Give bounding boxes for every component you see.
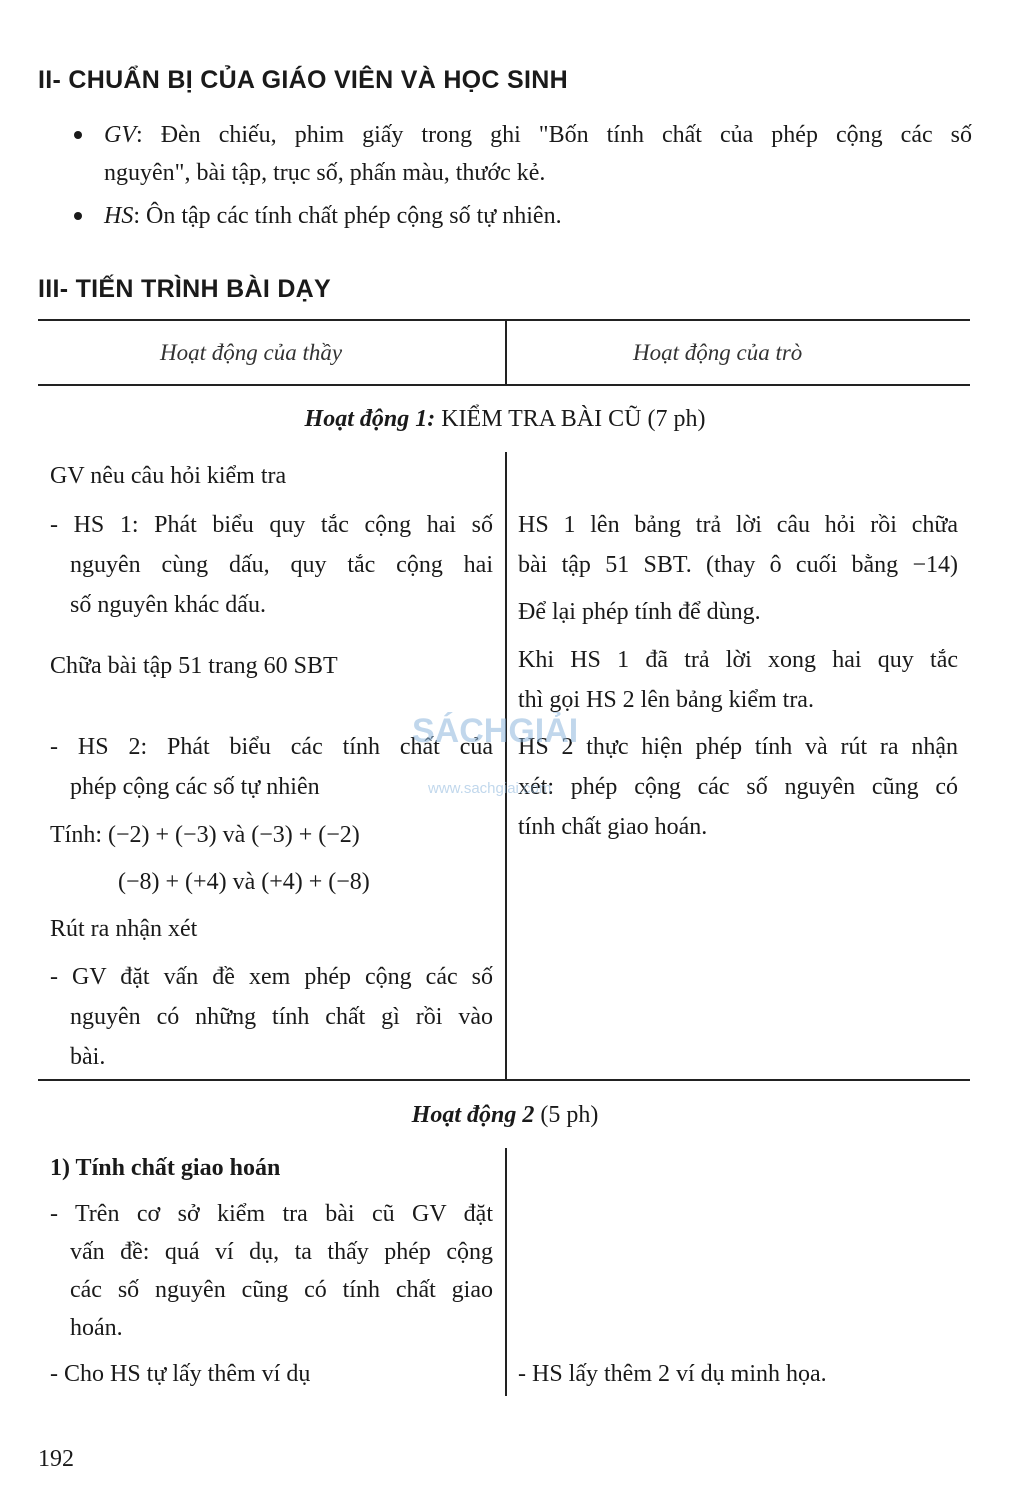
teacher-text: bài. [70, 1044, 106, 1070]
teacher-text: - Cho HS tự lấy thêm ví dụ [50, 1361, 311, 1387]
student-text: HS 1 lên bảng trả lời câu hỏi rồi chữa [518, 512, 958, 538]
teacher-text: hoán. [70, 1315, 123, 1341]
teacher-text: - HS 2: Phát biểu các tính chất của [50, 734, 493, 760]
student-text: Khi HS 1 đã trả lời xong hai quy tắc [518, 647, 958, 673]
teacher-text: các số nguyên cũng có tính chất giao [70, 1277, 493, 1303]
hs-text: : Ôn tập các tính chất phép cộng số tự nhiên. [133, 203, 562, 229]
student-text: Để lại phép tính để dùng. [518, 599, 761, 625]
teacher-math: Tính: (−2) + (−3) và (−3) + (−2) [50, 822, 360, 848]
student-text: - HS lấy thêm 2 ví dụ minh họa. [518, 1361, 827, 1387]
gv-preparation-line1 [104, 115, 972, 155]
section-heading-preparation: II- CHUẨN BỊ CỦA GIÁO VIÊN VÀ HỌC SINH [38, 66, 568, 94]
bullet-dot [74, 212, 82, 220]
hs-label: HS [104, 203, 134, 229]
student-text: thì gọi HS 2 lên bảng kiểm tra. [518, 687, 814, 713]
watermark-logo: SÁCHGIẢI [412, 712, 579, 750]
activity1-bottom-border [38, 1079, 970, 1081]
activity1-title [0, 406, 1010, 433]
hs-preparation-line [104, 196, 562, 236]
teacher-math: (−8) + (+4) và (+4) + (−8) [118, 869, 370, 895]
teacher-text: vấn đề: quá ví dụ, ta thấy phép cộng [70, 1239, 493, 1265]
activity1-title-text: KIỂM TRA BÀI CŨ (7 ph) [435, 406, 706, 432]
activity1-label: Hoạt động 1: [304, 406, 436, 432]
gv-label: GV [104, 122, 136, 148]
teacher-text: số nguyên khác dấu. [70, 592, 266, 618]
student-text: bài tập 51 SBT. (thay ô cuối bằng −14) [518, 552, 958, 578]
teacher-text: - GV đặt vấn đề xem phép cộng các số [50, 964, 493, 990]
commutative-property-heading: 1) Tính chất giao hoán [50, 1155, 281, 1181]
table-top-border [38, 319, 970, 321]
student-text: HS 2 thực hiện phép tính và rút ra nhận [518, 734, 958, 760]
activity2-title-text: (5 ph) [534, 1102, 599, 1128]
teacher-text: GV nêu câu hỏi kiểm tra [50, 463, 287, 489]
teacher-text: Rút ra nhận xét [50, 916, 198, 942]
page-number: 192 [38, 1446, 74, 1472]
teacher-text: nguyên cùng dấu, quy tắc cộng hai [70, 552, 493, 578]
teacher-text: phép cộng các số tự nhiên [70, 774, 320, 800]
column-header-student: Hoạt động của trò [633, 340, 803, 365]
table-header-divider [505, 319, 507, 385]
table-header-border [38, 384, 970, 386]
activity2-label: Hoạt động 2 [411, 1102, 535, 1128]
watermark-url: www.sachgiai.com [428, 780, 552, 797]
gv-preparation-line2: nguyên", bài tập, trục số, phấn màu, thước kẻ. [104, 160, 546, 186]
teacher-text: - Trên cơ sở kiểm tra bài cũ GV đặt [50, 1201, 493, 1227]
teacher-text: nguyên có những tính chất gì rồi vào [70, 1004, 493, 1030]
column-header-teacher: Hoạt động của thầy [160, 340, 343, 365]
student-text: tính chất giao hoán. [518, 814, 708, 840]
section-heading-lesson-process: III- TIẾN TRÌNH BÀI DẠY [38, 275, 332, 303]
teacher-text: - HS 1: Phát biểu quy tắc cộng hai số [50, 512, 493, 538]
activity1-column-divider [505, 452, 507, 1080]
student-text: xét: phép cộng các số nguyên cũng có [518, 774, 958, 800]
gv-text: : Đèn chiếu, phim giấy trong ghi "Bốn tính chất của phép cộng các số [136, 122, 972, 148]
teacher-text: Chữa bài tập 51 trang 60 SBT [50, 653, 338, 679]
activity2-title [0, 1102, 1010, 1129]
bullet-dot [74, 131, 82, 139]
activity2-column-divider [505, 1148, 507, 1396]
